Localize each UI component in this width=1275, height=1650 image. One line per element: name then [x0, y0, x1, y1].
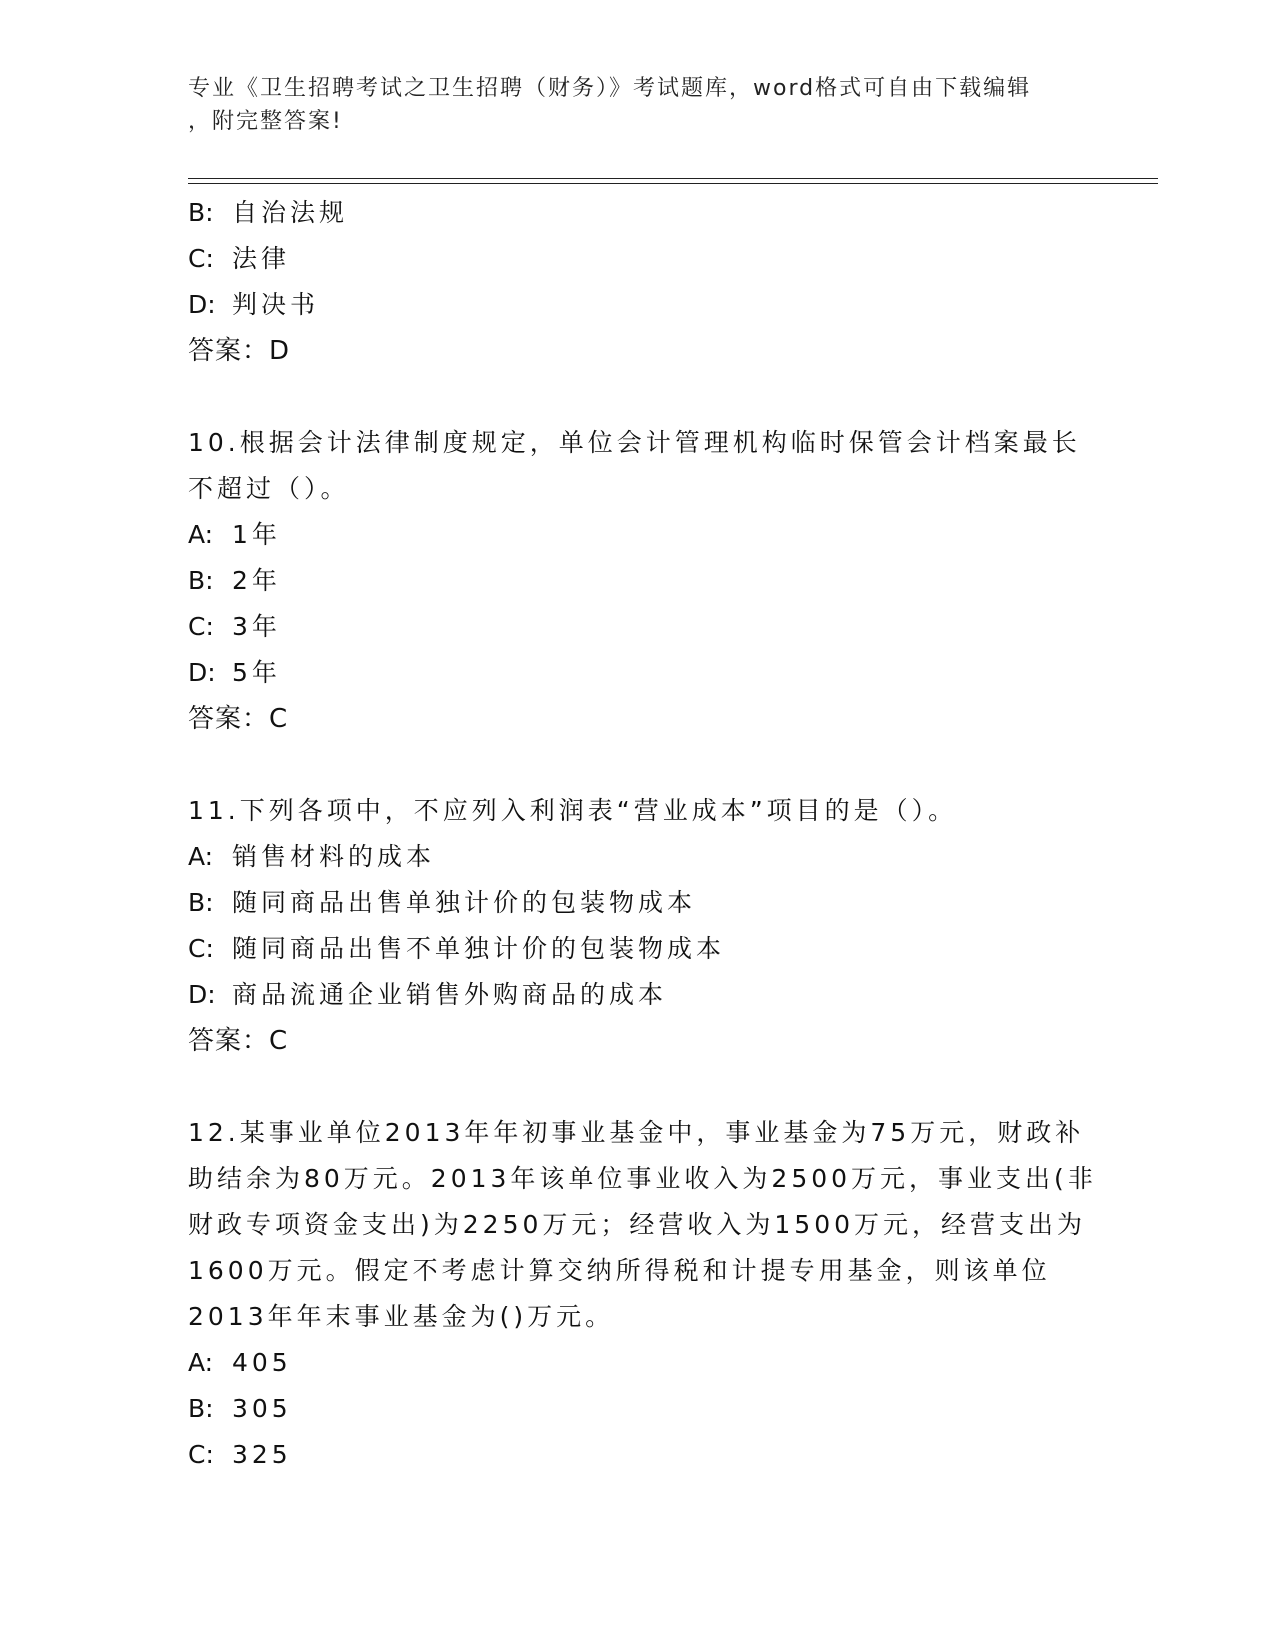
- option-a: [188, 834, 1088, 880]
- option-label: C:: [188, 612, 214, 641]
- option-label: D:: [188, 290, 216, 319]
- question-stem-cont: 1600万元。假定不考虑计算交纳所得税和计提专用基金，则该单位: [188, 1256, 1051, 1285]
- option-c: [188, 604, 1088, 650]
- answer: 答案：C: [188, 704, 289, 734]
- question-9: [188, 190, 1088, 374]
- option-text: 商品流通企业销售外购商品的成本: [232, 980, 668, 1009]
- option-label: C:: [188, 934, 214, 963]
- answer: 答案：C: [188, 1026, 289, 1056]
- option-text: 1年: [232, 520, 281, 549]
- option-text: 405: [232, 1348, 292, 1377]
- option-c: [188, 236, 1088, 282]
- header-line-1: 专业《卫生招聘考试之卫生招聘（财务）》考试题库，word格式可自由下载编辑: [188, 76, 1032, 101]
- option-b: [188, 880, 1088, 926]
- option-label: A:: [188, 520, 214, 549]
- question-11: [188, 788, 1088, 1064]
- option-d: [188, 650, 1088, 696]
- option-label: B:: [188, 888, 214, 917]
- option-label: A:: [188, 842, 214, 871]
- header-line-2: ，附完整答案!: [188, 109, 343, 134]
- option-text: 销售材料的成本: [232, 842, 436, 871]
- option-b: [188, 1386, 1088, 1432]
- option-label: C:: [188, 1440, 214, 1469]
- question-stem: 10.根据会计法律制度规定，单位会计管理机构临时保管会计档案最长: [188, 428, 1081, 457]
- option-text: 5年: [232, 658, 281, 687]
- option-label: A:: [188, 1348, 214, 1377]
- option-text: 随同商品出售不单独计价的包装物成本: [232, 934, 726, 963]
- option-label: B:: [188, 566, 214, 595]
- option-text: 随同商品出售单独计价的包装物成本: [232, 888, 697, 917]
- option-d: [188, 282, 1088, 328]
- option-b: [188, 190, 1088, 236]
- answer: 答案：D: [188, 336, 291, 366]
- option-label: B:: [188, 1394, 214, 1423]
- question-stem-cont: 财政专项资金支出)为2250万元；经营收入为1500万元，经营支出为: [188, 1210, 1087, 1239]
- option-label: D:: [188, 980, 216, 1009]
- document-header: [188, 72, 1088, 138]
- option-text: 自治法规: [232, 198, 349, 227]
- option-text: 2年: [232, 566, 281, 595]
- option-d: [188, 972, 1088, 1018]
- option-label: C:: [188, 244, 214, 273]
- option-text: 法律: [232, 244, 291, 273]
- option-c: [188, 926, 1088, 972]
- option-a: [188, 512, 1088, 558]
- header-divider-top: [188, 178, 1158, 179]
- option-text: 3年: [232, 612, 281, 641]
- spacer: [188, 374, 1088, 420]
- question-stem-cont: 不超过（）。: [188, 474, 350, 503]
- option-b: [188, 558, 1088, 604]
- option-text: 305: [232, 1394, 292, 1423]
- question-10: [188, 420, 1088, 742]
- option-label: B:: [188, 198, 214, 227]
- spacer: [188, 1064, 1088, 1110]
- question-stem-cont: 助结余为80万元。2013年该单位事业收入为2500万元，事业支出(非: [188, 1164, 1097, 1193]
- question-stem: 11.下列各项中，不应列入利润表“营业成本”项目的是（）。: [188, 796, 958, 825]
- option-label: D:: [188, 658, 216, 687]
- option-text: 325: [232, 1440, 292, 1469]
- question-stem: 12.某事业单位2013年年初事业基金中，事业基金为75万元，财政补: [188, 1118, 1085, 1147]
- option-a: [188, 1340, 1088, 1386]
- question-12: [188, 1110, 1097, 1478]
- document-body: [188, 190, 1097, 1478]
- header-divider-bottom: [188, 183, 1158, 184]
- option-text: 判决书: [232, 290, 320, 319]
- option-c: [188, 1432, 1088, 1478]
- question-stem-cont: 2013年年末事业基金为()万元。: [188, 1302, 615, 1331]
- spacer: [188, 742, 1088, 788]
